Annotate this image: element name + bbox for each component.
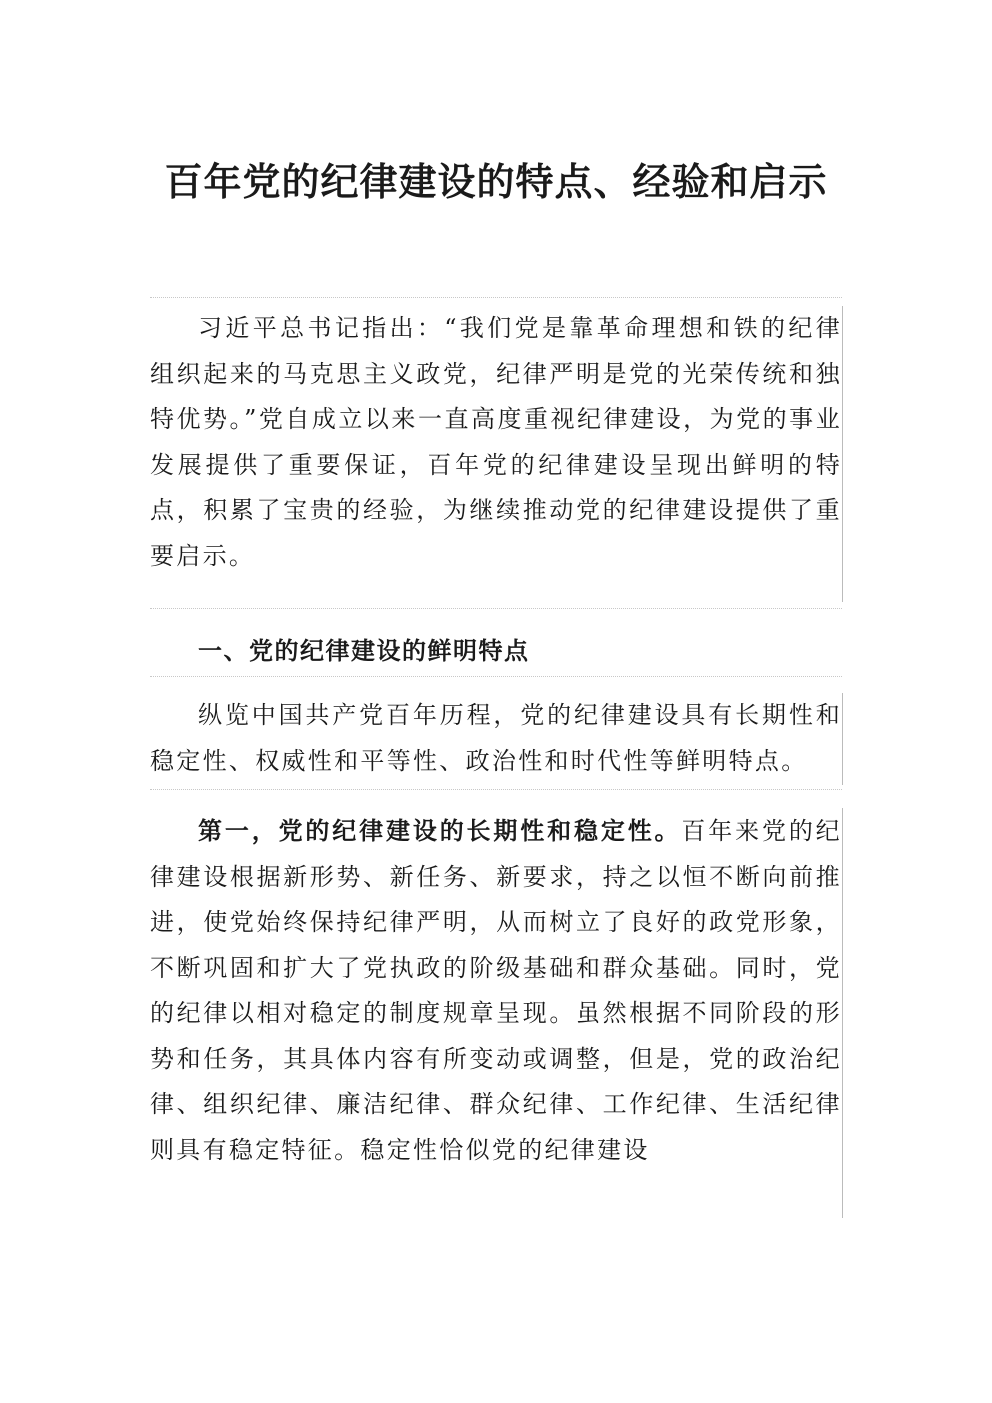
intro-paragraph: 习近平总书记指出：“我们党是靠革命理想和铁的纪律组织起来的马克思主义政党，纪律严明是党的光荣传统和独特优势。”党自成立以来一直高度重视纪律建设，为党的事业发展提供了重要保证，百年党的纪律建设呈现出鲜明的特点，积累了宝贵的经验，为继续推动党的纪律建设提供了重要启示。 [150, 314, 842, 570]
divider [150, 789, 842, 790]
point-one-lead: 第一，党的纪律建设的长期性和稳定性。 [198, 816, 682, 845]
page-title: 百年党的纪律建设的特点、经验和启示 [164, 159, 828, 204]
section-heading-block [150, 628, 842, 673]
point-one-paragraph [150, 808, 842, 1173]
divider [150, 608, 842, 609]
divider [150, 297, 842, 298]
point-one-body: 百年来党的纪律建设根据新形势、新任务、新要求，持之以恒不断向前推进，使党始终保持纪律严明，从而树立了良好的政党形象，不断巩固和扩大了党执政的阶级基础和群众基础。同时，党的纪律以相对稳定的制度规章呈现。虽然根据不同阶段的形势和任务，其具体内容有所变动或调整，但是，党的政治纪律、组织纪律、廉洁纪律、群众纪律、工作纪律、生活纪律则具有稳定特征。稳定性恰似党的纪律建设 [150, 817, 842, 1164]
divider [150, 676, 842, 677]
section-intro-paragraph: 纵览中国共产党百年历程，党的纪律建设具有长期性和稳定性、权威性和平等性、政治性和时代性等鲜明特点。 [150, 701, 842, 775]
intro-paragraph-block [150, 306, 843, 602]
section-intro-block [150, 693, 843, 785]
section-heading: 一、党的纪律建设的鲜明特点 [198, 636, 530, 665]
point-one-block [150, 808, 843, 1218]
